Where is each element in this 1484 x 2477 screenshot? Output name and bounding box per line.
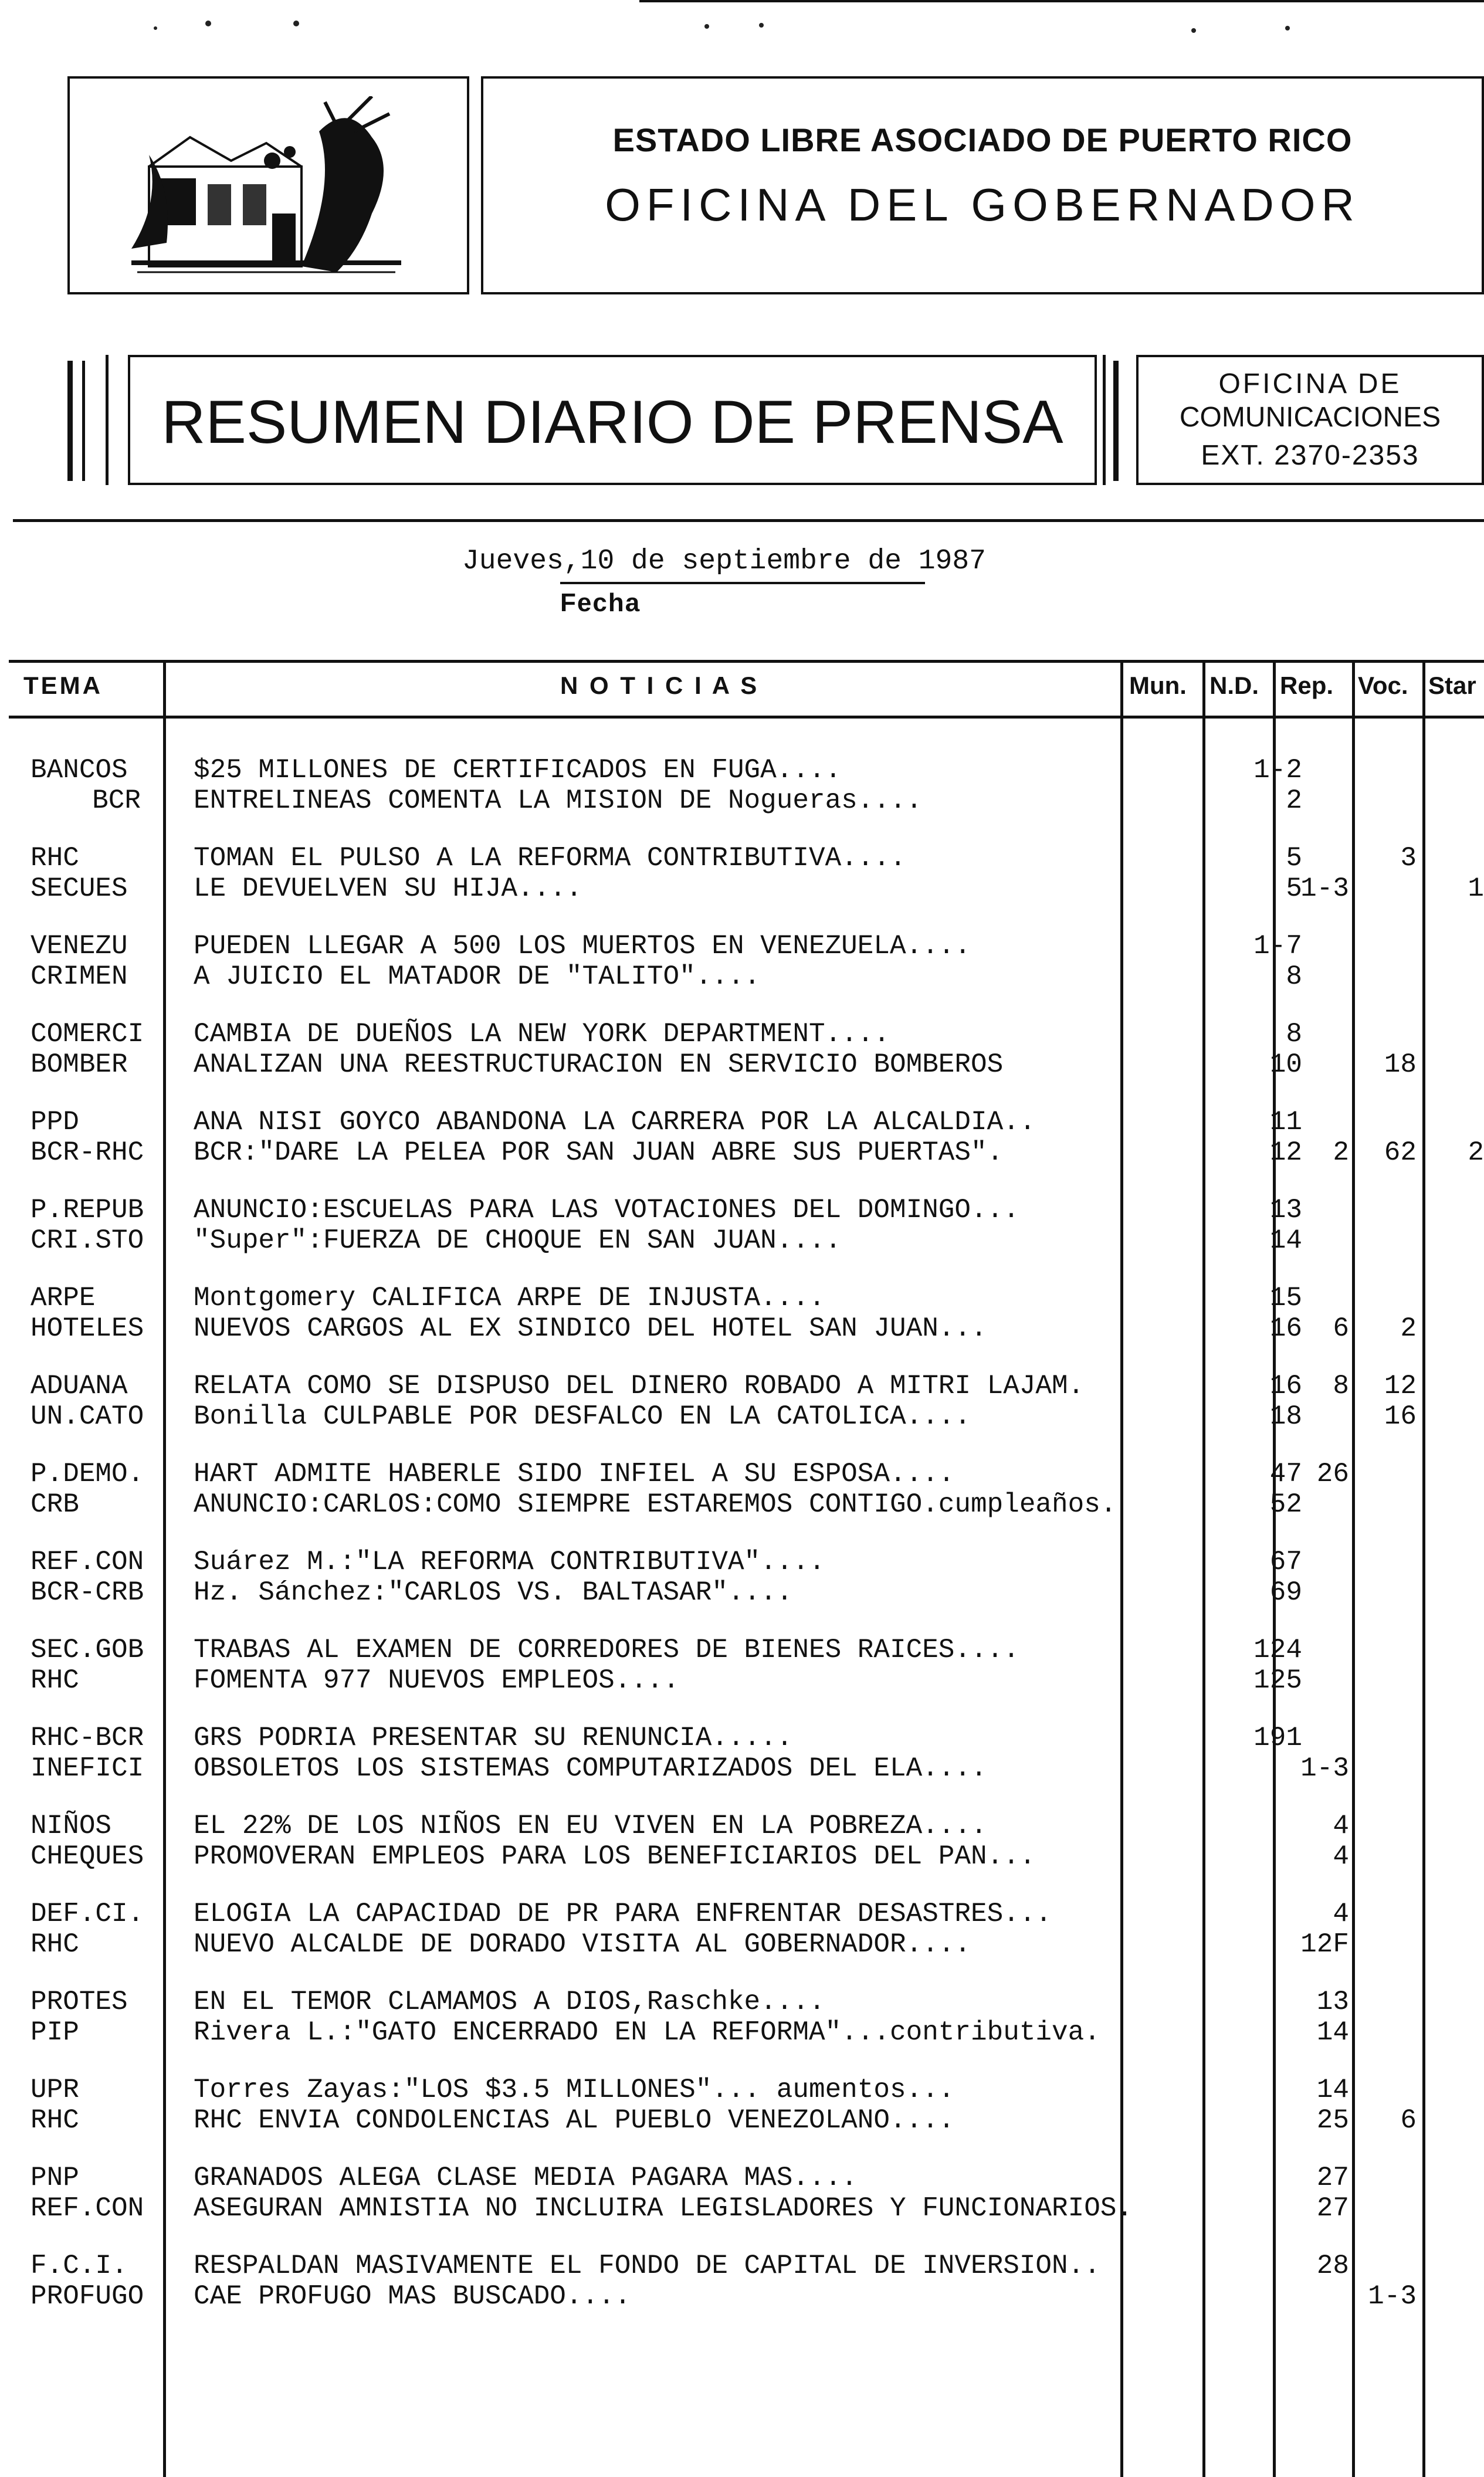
row-rep: 12F — [1300, 1929, 1349, 1960]
row-nd: 16 — [1269, 1371, 1302, 1401]
col-header-mun: Mun. — [1129, 672, 1187, 699]
row-nd: 191 — [1253, 1723, 1302, 1753]
row-noticia: NUEVOS CARGOS AL EX SINDICO DEL HOTEL SAN JUAN... — [194, 1313, 987, 1344]
left-bar-3 — [106, 355, 109, 485]
left-bar-2 — [82, 361, 85, 481]
row-noticia: HART ADMITE HABERLE SIDO INFIEL A SU ESPOSA.... — [194, 1459, 955, 1489]
row-noticia: BCR:"DARE LA PELEA POR SAN JUAN ABRE SUS PUERTAS". — [194, 1137, 1004, 1168]
row-nd: 8 — [1286, 1019, 1302, 1049]
row-nd: 125 — [1253, 1665, 1302, 1696]
document-title: RESUMEN DIARIO DE PRENSA — [161, 388, 1063, 456]
row-tema: COMERCI — [31, 1019, 144, 1049]
row-nd: 10 — [1269, 1049, 1302, 1080]
row-noticia: Bonilla CULPABLE POR DESFALCO EN LA CATOLICA.... — [194, 1401, 971, 1432]
row-tema: RHC — [31, 1665, 79, 1696]
row-rep: 27 — [1316, 2163, 1349, 2193]
col-header-star: Star — [1428, 672, 1476, 699]
office-label: OFICINA DE — [1218, 368, 1402, 399]
row-rep: 14 — [1316, 2017, 1349, 2048]
top-rule — [639, 0, 1484, 2]
row-tema: ADUANA — [31, 1371, 128, 1401]
row-rep: 25 — [1316, 2105, 1349, 2136]
state-name: ESTADO LIBRE ASOCIADO DE PUERTO RICO — [612, 121, 1353, 158]
row-noticia: FOMENTA 977 NUEVOS EMPLEOS.... — [194, 1665, 680, 1696]
row-noticia: NUEVO ALCALDE DE DORADO VISITA AL GOBERNADOR.... — [194, 1929, 971, 1960]
row-nd: 5 — [1286, 873, 1302, 904]
row-noticia: ELOGIA LA CAPACIDAD DE PR PARA ENFRENTAR DESASTRES... — [194, 1899, 1052, 1929]
row-tema: F.C.I. — [31, 2251, 128, 2281]
row-noticia: GRANADOS ALEGA CLASE MEDIA PAGARA MAS.... — [194, 2163, 858, 2193]
col-header-nd: N.D. — [1209, 672, 1259, 699]
row-noticia: CAE PROFUGO MAS BUSCADO.... — [194, 2281, 631, 2312]
row-tema: PROTES — [31, 1987, 128, 2017]
col-header-tema: TEMA — [23, 672, 103, 699]
title-box — [128, 355, 1097, 485]
right-bar-1 — [1103, 355, 1106, 485]
row-rep: 8 — [1333, 1371, 1349, 1401]
row-noticia: ANUNCIO:ESCUELAS PARA LAS VOTACIONES DEL DOMINGO... — [194, 1195, 1019, 1225]
row-tema: HOTELES — [31, 1313, 144, 1344]
row-voc: 12 — [1384, 1371, 1417, 1401]
row-tema: BCR-RHC — [31, 1137, 144, 1168]
col-divider-star — [1422, 660, 1425, 2477]
row-nd: 14 — [1269, 1225, 1302, 1256]
row-nd: 5 — [1286, 843, 1302, 873]
row-noticia: RELATA COMO SE DISPUSO DEL DINERO ROBADO A MITRI LAJAM. — [194, 1371, 1085, 1401]
row-tema: P.DEMO. — [31, 1459, 144, 1489]
row-tema: REF.CON — [31, 1547, 144, 1577]
row-noticia: TOMAN EL PULSO A LA REFORMA CONTRIBUTIVA.... — [194, 843, 906, 873]
col-divider-tema — [163, 660, 166, 2477]
row-nd: 1-7 — [1253, 931, 1302, 961]
row-star: 1 — [1468, 873, 1484, 904]
row-tema: BOMBER — [31, 1049, 128, 1080]
row-voc: 16 — [1384, 1401, 1417, 1432]
table-header-rule — [9, 716, 1484, 719]
row-nd: 1-2 — [1253, 755, 1302, 785]
governor-building-icon — [126, 96, 419, 284]
col-header-rep: Rep. — [1280, 672, 1334, 699]
row-tema: RHC — [31, 1929, 79, 1960]
row-noticia: ASEGURAN AMNISTIA NO INCLUIRA LEGISLADORES Y FUNCIONARIOS. — [194, 2193, 1133, 2224]
row-noticia: RESPALDAN MASIVAMENTE EL FONDO DE CAPITAL DE INVERSION.. — [194, 2251, 1100, 2281]
row-rep: 1-3 — [1300, 1753, 1349, 1784]
scan-specks — [0, 0, 1484, 70]
row-rep: 4 — [1333, 1841, 1349, 1872]
row-nd: 12 — [1269, 1137, 1302, 1168]
row-noticia: ANA NISI GOYCO ABANDONA LA CARRERA POR LA ALCALDIA.. — [194, 1107, 1036, 1137]
row-nd: 16 — [1269, 1313, 1302, 1344]
row-nd: 2 — [1286, 785, 1302, 816]
row-tema: PNP — [31, 2163, 79, 2193]
table-top-rule — [9, 660, 1484, 663]
row-nd: 8 — [1286, 961, 1302, 992]
row-tema: NIÑOS — [31, 1811, 112, 1841]
row-noticia: $25 MILLONES DE CERTIFICADOS EN FUGA.... — [194, 755, 842, 785]
row-noticia: ANUNCIO:CARLOS:COMO SIEMPRE ESTAREMOS CONTIGO.cumpleaños. — [194, 1489, 1117, 1520]
row-voc: 2 — [1400, 1313, 1417, 1344]
row-star: 2 — [1468, 1137, 1484, 1168]
col-header-noticias: N O T I C I A S — [560, 672, 760, 699]
row-rep: 4 — [1333, 1899, 1349, 1929]
government-title-box — [481, 76, 1484, 294]
row-tema: DEF.CI. — [31, 1899, 144, 1929]
row-noticia: "Super":FUERZA DE CHOQUE EN SAN JUAN.... — [194, 1225, 842, 1256]
row-rep: 14 — [1316, 2075, 1349, 2105]
row-noticia: TRABAS AL EXAMEN DE CORREDORES DE BIENES RAICES.... — [194, 1635, 1019, 1665]
logo-frame — [67, 76, 469, 294]
row-tema: RHC-BCR — [31, 1723, 144, 1753]
row-tema: UPR — [31, 2075, 79, 2105]
row-noticia: EN EL TEMOR CLAMAMOS A DIOS,Raschke.... — [194, 1987, 825, 2017]
row-nd: 67 — [1269, 1547, 1302, 1577]
row-rep: 28 — [1316, 2251, 1349, 2281]
date-value: Jueves,10 de septiembre de 1987 — [462, 545, 986, 577]
col-header-voc: Voc. — [1358, 672, 1408, 699]
row-tema: PIP — [31, 2017, 79, 2048]
right-bar-2 — [1113, 361, 1119, 481]
row-voc: 18 — [1384, 1049, 1417, 1080]
row-tema: VENEZU — [31, 931, 128, 961]
row-noticia: CAMBIA DE DUEÑOS LA NEW YORK DEPARTMENT.... — [194, 1019, 890, 1049]
row-tema: CRB — [31, 1489, 79, 1520]
office-name: OFICINA DEL GOBERNADOR — [605, 179, 1360, 231]
row-voc: 62 — [1384, 1137, 1417, 1168]
row-noticia: Hz. Sánchez:"CARLOS VS. BALTASAR".... — [194, 1577, 793, 1608]
row-rep: 27 — [1316, 2193, 1349, 2224]
header-rule — [13, 519, 1484, 522]
row-noticia: Suárez M.:"LA REFORMA CONTRIBUTIVA".... — [194, 1547, 825, 1577]
row-noticia: PROMOVERAN EMPLEOS PARA LOS BENEFICIARIOS DEL PAN... — [194, 1841, 1036, 1872]
row-voc: 6 — [1400, 2105, 1417, 2136]
row-nd: 124 — [1253, 1635, 1302, 1665]
row-noticia: PUEDEN LLEGAR A 500 LOS MUERTOS EN VENEZUELA.... — [194, 931, 971, 961]
row-rep: 1-3 — [1300, 873, 1349, 904]
row-rep: 6 — [1333, 1313, 1349, 1344]
row-tema: CHEQUES — [31, 1841, 144, 1872]
row-noticia: Torres Zayas:"LOS $3.5 MILLONES"... aumentos... — [194, 2075, 955, 2105]
row-tema: CRIMEN — [31, 961, 128, 992]
row-noticia: ANALIZAN UNA REESTRUCTURACION EN SERVICIO BOMBEROS — [194, 1049, 1004, 1080]
row-rep: 2 — [1333, 1137, 1349, 1168]
row-nd: 69 — [1269, 1577, 1302, 1608]
row-tema: RHC — [31, 2105, 79, 2136]
row-tema: CRI.STO — [31, 1225, 144, 1256]
row-nd: 18 — [1269, 1401, 1302, 1432]
date-label: Fecha — [560, 588, 641, 617]
row-rep: 26 — [1316, 1459, 1349, 1489]
row-nd: 13 — [1269, 1195, 1302, 1225]
row-tema: UN.CATO — [31, 1401, 144, 1432]
row-tema: PROFUGO — [31, 2281, 144, 2312]
communications-office-box — [1136, 355, 1484, 485]
row-tema: ARPE — [31, 1283, 96, 1313]
row-tema: BANCOS — [31, 755, 128, 785]
row-voc: 3 — [1400, 843, 1417, 873]
col-divider-voc — [1352, 660, 1355, 2477]
row-nd: 47 — [1269, 1459, 1302, 1489]
row-tema: REF.CON — [31, 2193, 144, 2224]
row-tema: BCR — [92, 785, 141, 816]
left-bar-1 — [67, 361, 73, 481]
row-noticia: OBSOLETOS LOS SISTEMAS COMPUTARIZADOS DEL ELA.... — [194, 1753, 987, 1784]
row-noticia: GRS PODRIA PRESENTAR SU RENUNCIA..... — [194, 1723, 793, 1753]
row-noticia: Rivera L.:"GATO ENCERRADO EN LA REFORMA"...contributiva. — [194, 2017, 1100, 2048]
row-noticia: A JUICIO EL MATADOR DE "TALITO".... — [194, 961, 761, 992]
row-voc: 1-3 — [1368, 2281, 1417, 2312]
communications-label: COMUNICACIONES — [1179, 402, 1441, 433]
row-rep: 4 — [1333, 1811, 1349, 1841]
row-tema: PPD — [31, 1107, 79, 1137]
row-noticia: LE DEVUELVEN SU HIJA.... — [194, 873, 582, 904]
row-tema: P.REPUB — [31, 1195, 144, 1225]
row-noticia: EL 22% DE LOS NIÑOS EN EU VIVEN EN LA POBREZA.... — [194, 1811, 987, 1841]
row-nd: 11 — [1269, 1107, 1302, 1137]
row-tema: BCR-CRB — [31, 1577, 144, 1608]
row-noticia: Montgomery CALIFICA ARPE DE INJUSTA.... — [194, 1283, 825, 1313]
row-tema: INEFICI — [31, 1753, 144, 1784]
row-noticia: RHC ENVIA CONDOLENCIAS AL PUEBLO VENEZOLANO.... — [194, 2105, 955, 2136]
row-rep: 13 — [1316, 1987, 1349, 2017]
date-underline — [560, 582, 925, 584]
row-tema: SECUES — [31, 873, 128, 904]
row-nd: 15 — [1269, 1283, 1302, 1313]
extension-label: EXT. 2370-2353 — [1201, 440, 1419, 471]
row-nd: 52 — [1269, 1489, 1302, 1520]
row-tema: RHC — [31, 843, 79, 873]
row-tema: SEC.GOB — [31, 1635, 144, 1665]
row-noticia: ENTRELINEAS COMENTA LA MISION DE Nogueras.... — [194, 785, 923, 816]
